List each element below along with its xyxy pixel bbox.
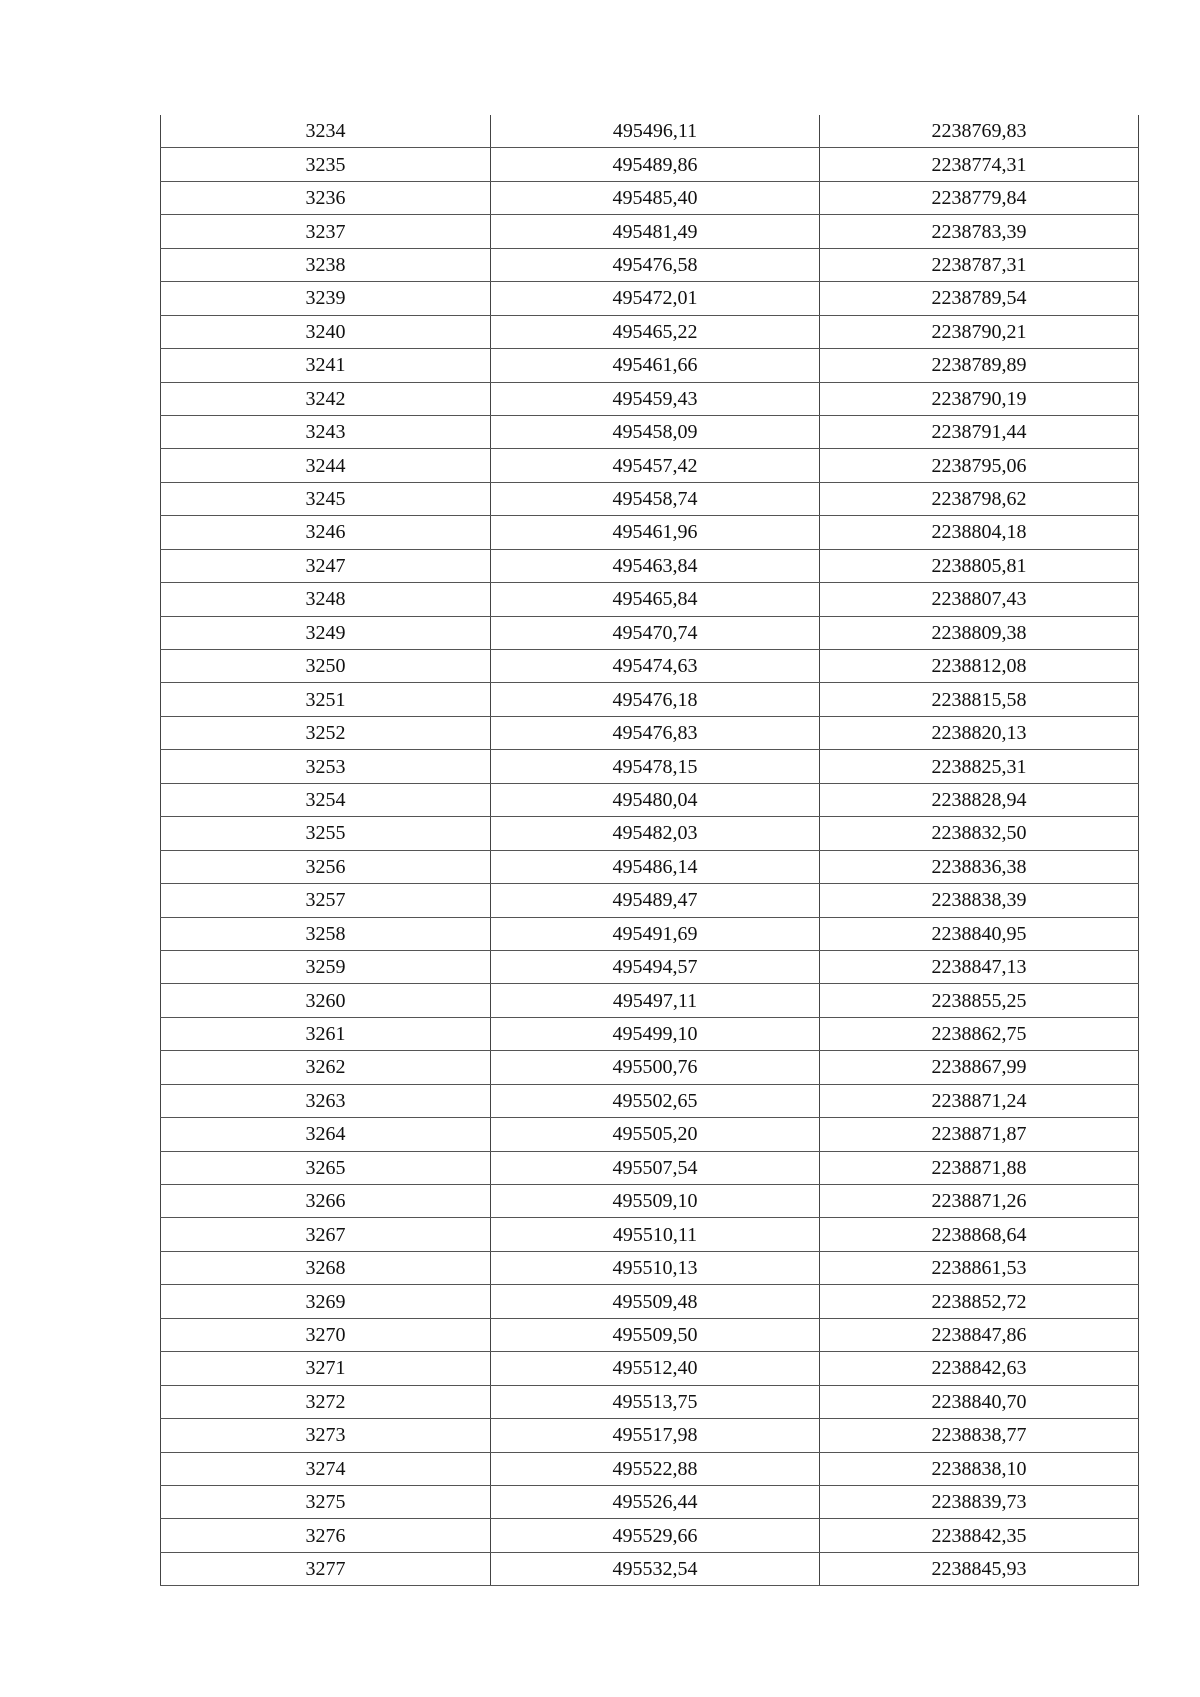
x-coordinate-cell: 495517,98 <box>491 1419 820 1452</box>
point-number-cell: 3257 <box>161 884 491 917</box>
table-row <box>161 716 1139 749</box>
table-row <box>161 248 1139 281</box>
y-coordinate-cell: 2238832,50 <box>820 817 1139 850</box>
point-number-cell: 3256 <box>161 850 491 883</box>
x-coordinate-cell: 495502,65 <box>491 1084 820 1117</box>
table-row <box>161 917 1139 950</box>
table-row <box>161 181 1139 214</box>
point-number-cell: 3252 <box>161 716 491 749</box>
point-number-cell: 3237 <box>161 215 491 248</box>
table-row <box>161 583 1139 616</box>
point-number-cell: 3235 <box>161 148 491 181</box>
y-coordinate-cell: 2238861,53 <box>820 1251 1139 1284</box>
x-coordinate-cell: 495512,40 <box>491 1352 820 1385</box>
y-coordinate-cell: 2238862,75 <box>820 1017 1139 1050</box>
y-coordinate-cell: 2238804,18 <box>820 516 1139 549</box>
table-row <box>161 884 1139 917</box>
table-row <box>161 1318 1139 1351</box>
y-coordinate-cell: 2238769,83 <box>820 115 1139 148</box>
x-coordinate-cell: 495482,03 <box>491 817 820 850</box>
table-row <box>161 1352 1139 1385</box>
y-coordinate-cell: 2238820,13 <box>820 716 1139 749</box>
coordinates-table-body <box>161 115 1139 1586</box>
table-row <box>161 850 1139 883</box>
y-coordinate-cell: 2238809,38 <box>820 616 1139 649</box>
y-coordinate-cell: 2238847,13 <box>820 950 1139 983</box>
point-number-cell: 3272 <box>161 1385 491 1418</box>
table-row <box>161 382 1139 415</box>
table-row <box>161 1218 1139 1251</box>
x-coordinate-cell: 495522,88 <box>491 1452 820 1485</box>
point-number-cell: 3260 <box>161 984 491 1017</box>
x-coordinate-cell: 495513,75 <box>491 1385 820 1418</box>
table-row <box>161 984 1139 1017</box>
point-number-cell: 3253 <box>161 750 491 783</box>
x-coordinate-cell: 495491,69 <box>491 917 820 950</box>
y-coordinate-cell: 2238838,77 <box>820 1419 1139 1452</box>
y-coordinate-cell: 2238871,26 <box>820 1185 1139 1218</box>
x-coordinate-cell: 495509,50 <box>491 1318 820 1351</box>
x-coordinate-cell: 495494,57 <box>491 950 820 983</box>
y-coordinate-cell: 2238812,08 <box>820 650 1139 683</box>
table-row <box>161 1485 1139 1518</box>
table-row <box>161 750 1139 783</box>
point-number-cell: 3251 <box>161 683 491 716</box>
point-number-cell: 3277 <box>161 1552 491 1585</box>
x-coordinate-cell: 495458,09 <box>491 415 820 448</box>
x-coordinate-cell: 495500,76 <box>491 1051 820 1084</box>
table-row <box>161 1519 1139 1552</box>
point-number-cell: 3238 <box>161 248 491 281</box>
x-coordinate-cell: 495470,74 <box>491 616 820 649</box>
y-coordinate-cell: 2238852,72 <box>820 1285 1139 1318</box>
y-coordinate-cell: 2238845,93 <box>820 1552 1139 1585</box>
table-row <box>161 616 1139 649</box>
point-number-cell: 3243 <box>161 415 491 448</box>
table-row <box>161 282 1139 315</box>
point-number-cell: 3263 <box>161 1084 491 1117</box>
y-coordinate-cell: 2238840,70 <box>820 1385 1139 1418</box>
point-number-cell: 3273 <box>161 1419 491 1452</box>
table-row <box>161 1285 1139 1318</box>
table-row <box>161 449 1139 482</box>
x-coordinate-cell: 495476,58 <box>491 248 820 281</box>
x-coordinate-cell: 495497,11 <box>491 984 820 1017</box>
x-coordinate-cell: 495465,22 <box>491 315 820 348</box>
x-coordinate-cell: 495505,20 <box>491 1118 820 1151</box>
x-coordinate-cell: 495529,66 <box>491 1519 820 1552</box>
point-number-cell: 3249 <box>161 616 491 649</box>
y-coordinate-cell: 2238847,86 <box>820 1318 1139 1351</box>
x-coordinate-cell: 495486,14 <box>491 850 820 883</box>
point-number-cell: 3254 <box>161 783 491 816</box>
point-number-cell: 3265 <box>161 1151 491 1184</box>
y-coordinate-cell: 2238790,21 <box>820 315 1139 348</box>
point-number-cell: 3274 <box>161 1452 491 1485</box>
y-coordinate-cell: 2238779,84 <box>820 181 1139 214</box>
point-number-cell: 3264 <box>161 1118 491 1151</box>
point-number-cell: 3261 <box>161 1017 491 1050</box>
table-row <box>161 1051 1139 1084</box>
x-coordinate-cell: 495489,47 <box>491 884 820 917</box>
x-coordinate-cell: 495480,04 <box>491 783 820 816</box>
y-coordinate-cell: 2238798,62 <box>820 482 1139 515</box>
table-row <box>161 1118 1139 1151</box>
x-coordinate-cell: 495459,43 <box>491 382 820 415</box>
x-coordinate-cell: 495472,01 <box>491 282 820 315</box>
table-row <box>161 1185 1139 1218</box>
y-coordinate-cell: 2238790,19 <box>820 382 1139 415</box>
x-coordinate-cell: 495476,83 <box>491 716 820 749</box>
y-coordinate-cell: 2238787,31 <box>820 248 1139 281</box>
point-number-cell: 3275 <box>161 1485 491 1518</box>
table-row <box>161 1017 1139 1050</box>
point-number-cell: 3267 <box>161 1218 491 1251</box>
y-coordinate-cell: 2238815,58 <box>820 683 1139 716</box>
x-coordinate-cell: 495461,66 <box>491 349 820 382</box>
y-coordinate-cell: 2238855,25 <box>820 984 1139 1017</box>
y-coordinate-cell: 2238805,81 <box>820 549 1139 582</box>
table-row <box>161 115 1139 148</box>
x-coordinate-cell: 495499,10 <box>491 1017 820 1050</box>
y-coordinate-cell: 2238871,87 <box>820 1118 1139 1151</box>
table-row <box>161 1419 1139 1452</box>
y-coordinate-cell: 2238795,06 <box>820 449 1139 482</box>
y-coordinate-cell: 2238842,35 <box>820 1519 1139 1552</box>
x-coordinate-cell: 495485,40 <box>491 181 820 214</box>
point-number-cell: 3244 <box>161 449 491 482</box>
point-number-cell: 3240 <box>161 315 491 348</box>
point-number-cell: 3236 <box>161 181 491 214</box>
table-row <box>161 783 1139 816</box>
point-number-cell: 3239 <box>161 282 491 315</box>
y-coordinate-cell: 2238789,54 <box>820 282 1139 315</box>
x-coordinate-cell: 495476,18 <box>491 683 820 716</box>
y-coordinate-cell: 2238791,44 <box>820 415 1139 448</box>
table-row <box>161 1151 1139 1184</box>
table-row <box>161 1251 1139 1284</box>
y-coordinate-cell: 2238871,24 <box>820 1084 1139 1117</box>
point-number-cell: 3276 <box>161 1519 491 1552</box>
table-row <box>161 1552 1139 1585</box>
x-coordinate-cell: 495474,63 <box>491 650 820 683</box>
point-number-cell: 3262 <box>161 1051 491 1084</box>
table-row <box>161 315 1139 348</box>
y-coordinate-cell: 2238807,43 <box>820 583 1139 616</box>
y-coordinate-cell: 2238868,64 <box>820 1218 1139 1251</box>
x-coordinate-cell: 495509,48 <box>491 1285 820 1318</box>
table-row <box>161 215 1139 248</box>
table-row <box>161 817 1139 850</box>
table-row <box>161 1452 1139 1485</box>
x-coordinate-cell: 495509,10 <box>491 1185 820 1218</box>
y-coordinate-cell: 2238783,39 <box>820 215 1139 248</box>
x-coordinate-cell: 495526,44 <box>491 1485 820 1518</box>
x-coordinate-cell: 495510,11 <box>491 1218 820 1251</box>
point-number-cell: 3245 <box>161 482 491 515</box>
point-number-cell: 3247 <box>161 549 491 582</box>
y-coordinate-cell: 2238840,95 <box>820 917 1139 950</box>
point-number-cell: 3242 <box>161 382 491 415</box>
x-coordinate-cell: 495489,86 <box>491 148 820 181</box>
table-row <box>161 349 1139 382</box>
x-coordinate-cell: 495457,42 <box>491 449 820 482</box>
x-coordinate-cell: 495496,11 <box>491 115 820 148</box>
point-number-cell: 3246 <box>161 516 491 549</box>
point-number-cell: 3266 <box>161 1185 491 1218</box>
y-coordinate-cell: 2238789,89 <box>820 349 1139 382</box>
table-row <box>161 516 1139 549</box>
table-row <box>161 482 1139 515</box>
table-row <box>161 148 1139 181</box>
table-row <box>161 415 1139 448</box>
point-number-cell: 3271 <box>161 1352 491 1385</box>
x-coordinate-cell: 495465,84 <box>491 583 820 616</box>
x-coordinate-cell: 495478,15 <box>491 750 820 783</box>
point-number-cell: 3248 <box>161 583 491 616</box>
point-number-cell: 3255 <box>161 817 491 850</box>
x-coordinate-cell: 495458,74 <box>491 482 820 515</box>
point-number-cell: 3270 <box>161 1318 491 1351</box>
table-row <box>161 1084 1139 1117</box>
y-coordinate-cell: 2238839,73 <box>820 1485 1139 1518</box>
x-coordinate-cell: 495461,96 <box>491 516 820 549</box>
point-number-cell: 3259 <box>161 950 491 983</box>
table-row <box>161 683 1139 716</box>
table-row <box>161 650 1139 683</box>
table-row <box>161 1385 1139 1418</box>
point-number-cell: 3258 <box>161 917 491 950</box>
point-number-cell: 3269 <box>161 1285 491 1318</box>
point-number-cell: 3250 <box>161 650 491 683</box>
y-coordinate-cell: 2238842,63 <box>820 1352 1139 1385</box>
x-coordinate-cell: 495507,54 <box>491 1151 820 1184</box>
coordinates-table <box>160 115 1139 1586</box>
x-coordinate-cell: 495532,54 <box>491 1552 820 1585</box>
point-number-cell: 3268 <box>161 1251 491 1284</box>
y-coordinate-cell: 2238825,31 <box>820 750 1139 783</box>
table-row <box>161 549 1139 582</box>
y-coordinate-cell: 2238828,94 <box>820 783 1139 816</box>
table-row <box>161 950 1139 983</box>
y-coordinate-cell: 2238838,10 <box>820 1452 1139 1485</box>
x-coordinate-cell: 495510,13 <box>491 1251 820 1284</box>
y-coordinate-cell: 2238871,88 <box>820 1151 1139 1184</box>
x-coordinate-cell: 495481,49 <box>491 215 820 248</box>
y-coordinate-cell: 2238774,31 <box>820 148 1139 181</box>
y-coordinate-cell: 2238867,99 <box>820 1051 1139 1084</box>
y-coordinate-cell: 2238838,39 <box>820 884 1139 917</box>
y-coordinate-cell: 2238836,38 <box>820 850 1139 883</box>
x-coordinate-cell: 495463,84 <box>491 549 820 582</box>
point-number-cell: 3241 <box>161 349 491 382</box>
point-number-cell: 3234 <box>161 115 491 148</box>
